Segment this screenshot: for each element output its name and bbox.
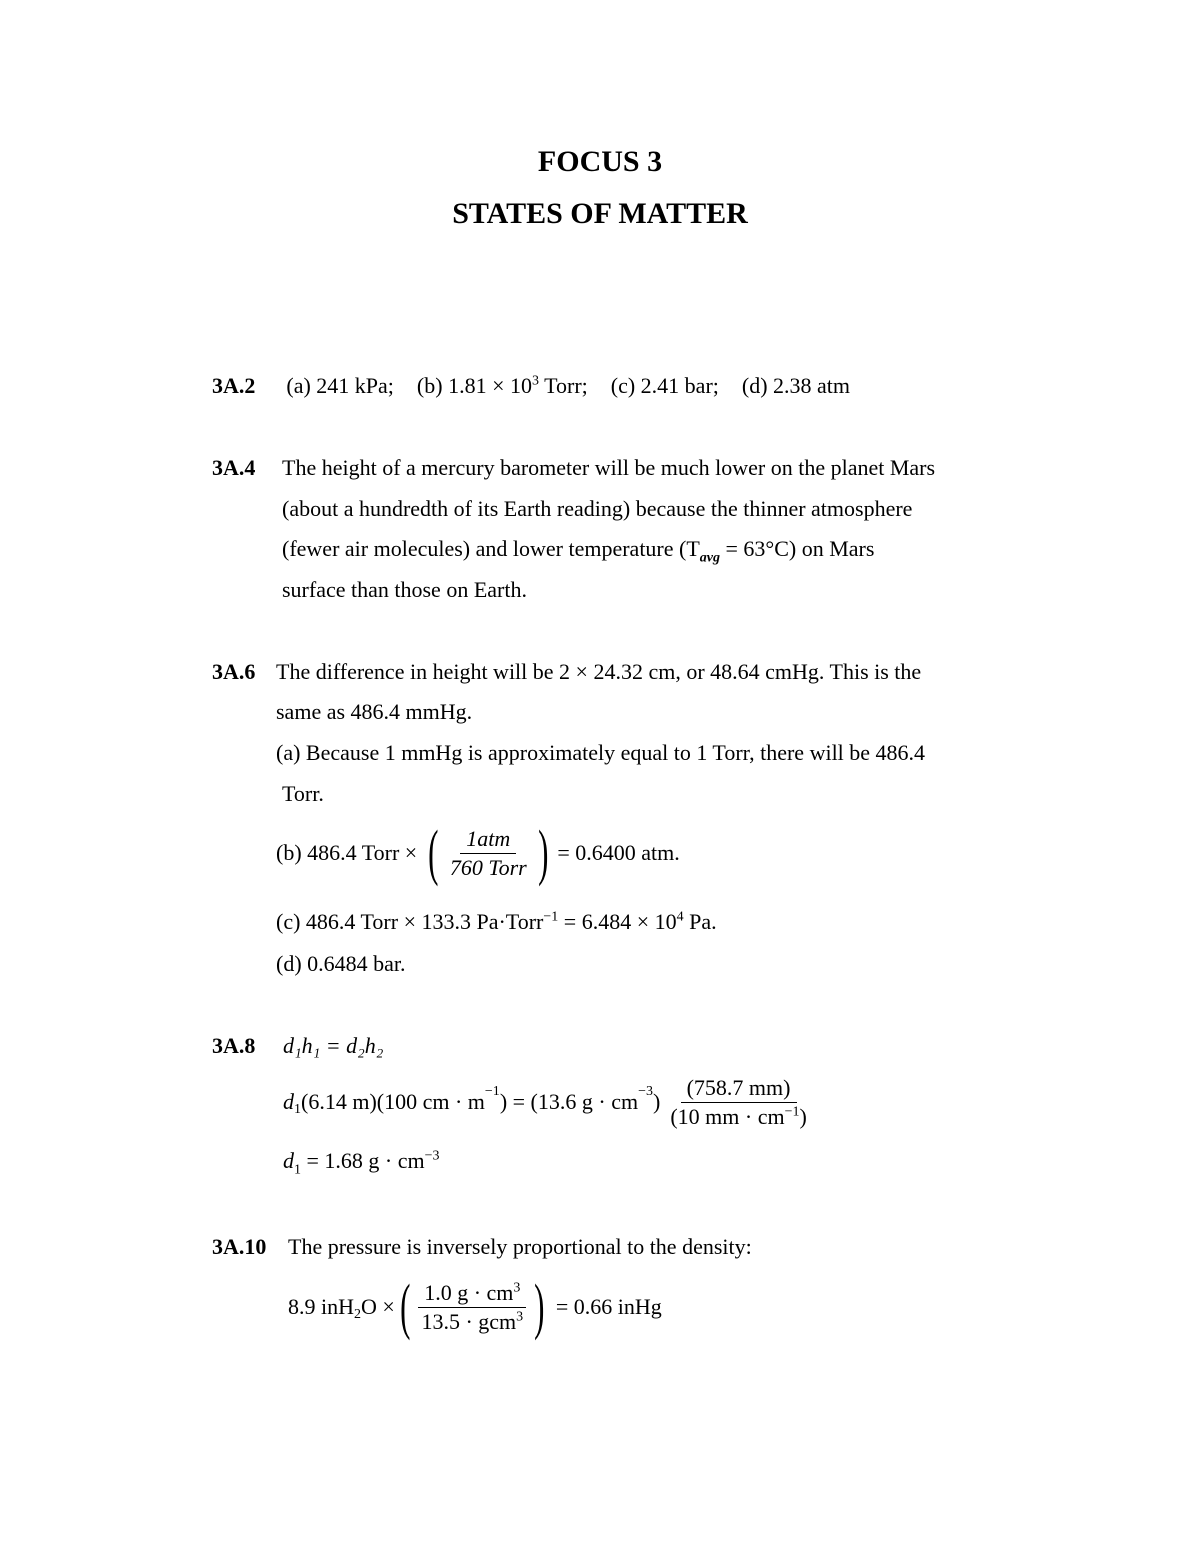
q3a6-c-unit: Pa. (683, 909, 717, 934)
q3a8-den-exp: −1 (784, 1104, 800, 1120)
chapter-subtitle: STATES OF MATTER (452, 197, 748, 230)
right-paren: ) (534, 1273, 545, 1341)
q3a6-line2: same as 486.4 mmHg. (276, 699, 473, 724)
answer-b-value: (b) 1.81 × 10 (416, 373, 532, 398)
q3a8-den-text: (10 mm · cm (670, 1103, 785, 1129)
question-number-3a8: 3A.8 (212, 1033, 256, 1058)
q3a6-c-mid: = 6.484 × 10 (558, 909, 677, 934)
q3a4-line3-end: = 63°C) on Mars (720, 536, 875, 561)
q3a6-a-line2: Torr. (282, 781, 324, 806)
q3a6-b-prefix: (b) 486.4 Torr × (276, 840, 418, 865)
focus-title: FOCUS 3 (537, 145, 663, 178)
q3a8-eq2-mid: ) = (13.6 g · cm (499, 1089, 639, 1114)
q3a8-eq3-exp: −3 (424, 1148, 440, 1164)
q3a10-num-exp: 3 (513, 1280, 521, 1296)
q3a6-c-exponent2: 4 (676, 909, 684, 925)
q3a10-result: = 0.66 inHg (555, 1294, 662, 1319)
q3a10-fraction (415, 1279, 529, 1334)
q3a4-line3-text: (fewer air molecules) and lower temperature (T (282, 536, 700, 561)
q3a10-fraction-numerator (418, 1279, 526, 1308)
q3a6-d: (d) 0.6484 bar. (276, 951, 406, 976)
q3a6-b-result: = 0.6400 atm. (557, 840, 680, 865)
question-number-3a6: 3A.6 (212, 659, 256, 684)
question-number-3a10: 3A.10 (212, 1234, 267, 1259)
density-var-result: d (283, 1148, 294, 1173)
q3a4-line2: (about a hundredth of its Earth reading) because the thinner atmosphere (282, 496, 913, 521)
q3a10-equation (288, 1272, 662, 1342)
q3a8-eq2-close: ) (652, 1089, 661, 1114)
q3a10-eq-prefix: 8.9 inH (288, 1294, 354, 1319)
q3a8-eq2-exp2: −3 (638, 1084, 653, 1099)
q3a6-b-equation (276, 818, 680, 888)
question-3a2 (212, 375, 850, 397)
q3a10-num-text: 1.0 g · cm (424, 1279, 514, 1305)
q3a4-line3 (282, 536, 875, 566)
right-paren: ) (537, 819, 549, 887)
q3a8-eq2 (283, 1073, 813, 1131)
answer-b (417, 373, 588, 398)
q3a10-fraction-parentheses (395, 1273, 550, 1341)
answer-d: (d) 2.38 atm (741, 373, 851, 398)
q3a6-c-text: (c) 486.4 Torr × 133.3 Pa·Torr (276, 909, 544, 934)
q3a4-line4: surface than those on Earth. (282, 577, 527, 602)
answer-b-exponent: 3 (531, 373, 539, 389)
avg-subscript: avg (699, 550, 721, 566)
q3a6-c (276, 911, 717, 933)
density-var: d (283, 1089, 294, 1114)
q3a6-line1: The difference in height will be 2 × 24.32 cm, or 48.64 cmHg. This is the (276, 659, 922, 684)
answer-a: (a) 241 kPa; (286, 373, 394, 398)
q3a4-line1: The height of a mercury barometer will be much lower on the planet Mars (282, 455, 936, 480)
q3a10-den-exp: 3 (516, 1309, 524, 1325)
question-number: 3A.2 (212, 373, 256, 398)
fraction-denominator: 760 Torr (449, 854, 527, 880)
q3a6-a-line1: (a) Because 1 mmHg is approximately equal to 1 Torr, there will be 486.4 (276, 740, 926, 765)
q3a6-c-exponent1: −1 (543, 909, 559, 925)
q3a8-eq3 (283, 1148, 440, 1178)
q3a8-fraction-denominator (664, 1103, 813, 1128)
conversion-fraction (444, 825, 533, 880)
question-number-3a4: 3A.4 (212, 455, 256, 480)
q3a8-eq3-value: = 1.68 g · cm (301, 1148, 425, 1173)
answer-c: (c) 2.41 bar; (610, 373, 719, 398)
q3a8-eq2-exp1: −1 (484, 1084, 500, 1099)
q3a10-den-text: 13.5 · gcm (421, 1308, 517, 1334)
q3a8-eq1: d₁h₁ = d₂h₂ (283, 1033, 384, 1058)
q3a10-line1: The pressure is inversely proportional to the density: (288, 1234, 752, 1259)
density-subscript-result: 1 (294, 1162, 301, 1178)
q3a8-fraction (664, 1074, 813, 1129)
q3a10-eq-prefix2: O × (361, 1294, 395, 1319)
q3a10-h2o-subscript: 2 (354, 1307, 361, 1322)
fraction-numerator: 1atm (460, 828, 516, 854)
fraction-parentheses (423, 819, 553, 887)
density-subscript: 1 (294, 1102, 301, 1117)
q3a8-den-close: ) (799, 1103, 807, 1129)
left-paren: ( (428, 819, 439, 887)
answer-b-unit: Torr; (538, 373, 588, 398)
q3a10-fraction-denominator (415, 1308, 529, 1333)
left-paren: ( (399, 1273, 411, 1341)
q3a8-fraction-numerator: (758.7 mm) (681, 1077, 797, 1103)
q3a8-eq2-left: (6.14 m)(100 cm · m (301, 1089, 485, 1114)
